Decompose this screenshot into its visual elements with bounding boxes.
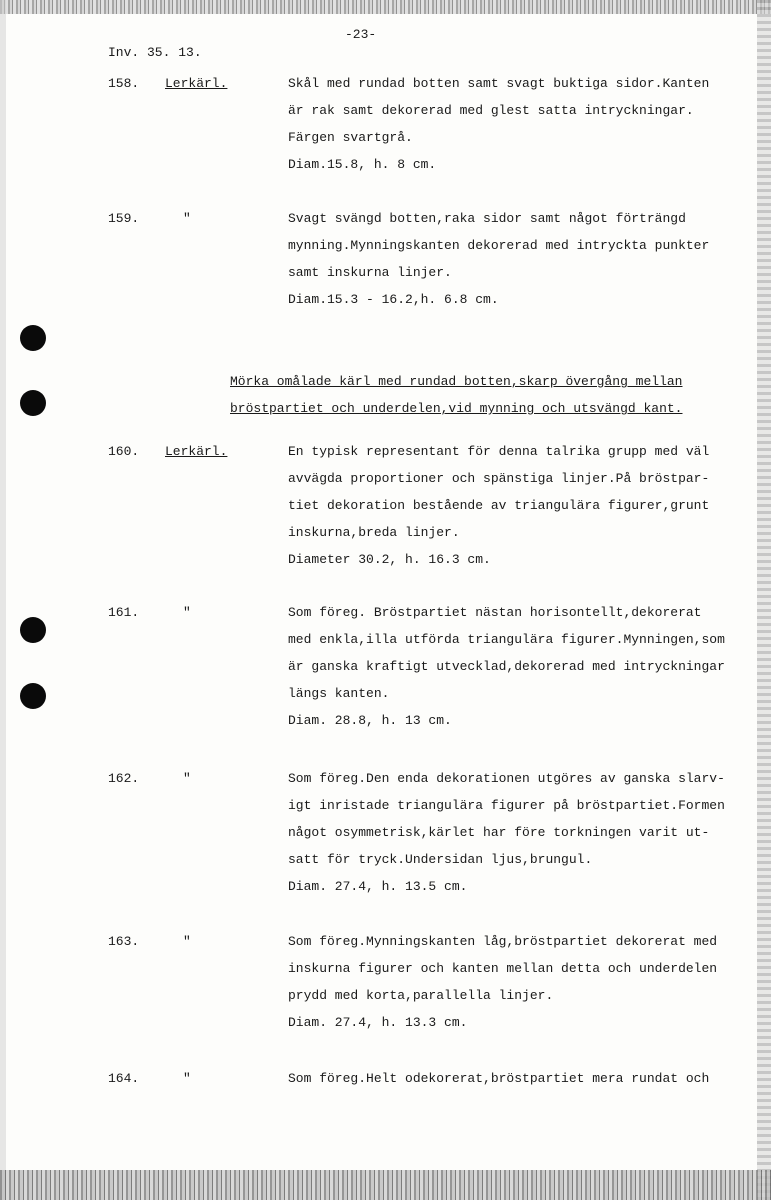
entry-type: " — [183, 1071, 191, 1086]
entry-line: samt inskurna linjer. — [288, 265, 452, 280]
entry-type: " — [183, 605, 191, 620]
inventory-number: Inv. 35. 13. — [108, 45, 202, 60]
entry-type: " — [183, 211, 191, 226]
entry-number: 161. — [108, 605, 140, 620]
entry-line: mynning.Mynningskanten dekorerad med intryckta punkter — [288, 238, 710, 253]
entry-line: tiet dekoration bestående av triangulära figurer,grunt — [288, 498, 710, 513]
entry-line: Som föreg. Bröstpartiet nästan horisontellt,dekorerat — [288, 605, 702, 620]
entry-line: Svagt svängd botten,raka sidor samt något förträngd — [288, 211, 686, 226]
entry-line: är rak samt dekorerad med glest satta intryckningar. — [288, 103, 694, 118]
entry-number: 159. — [108, 211, 140, 226]
entry-line: En typisk representant för denna talrika grupp med väl — [288, 444, 710, 459]
scan-artifact-right — [757, 0, 771, 1200]
entry-line: Som föreg.Helt odekorerat,bröstpartiet mera rundat och — [288, 1071, 710, 1086]
entry-type: Lerkärl. — [165, 76, 228, 91]
entry-measurement: Diam.15.8, h. 8 cm. — [288, 157, 437, 172]
entry-line: Som föreg.Mynningskanten låg,bröstpartiet dekorerat med — [288, 934, 718, 949]
entry-type: " — [183, 771, 191, 786]
entry-line: avvägda proportioner och spänstiga linjer.På bröstpar- — [288, 471, 710, 486]
punch-hole — [20, 617, 46, 643]
entry-line: Skål med rundad botten samt svagt buktiga sidor.Kanten — [288, 76, 710, 91]
entry-number: 163. — [108, 934, 140, 949]
entry-type: Lerkärl. — [165, 444, 228, 459]
entry-measurement: Diam. 27.4, h. 13.3 cm. — [288, 1015, 468, 1030]
entry-line: Färgen svartgrå. — [288, 130, 413, 145]
entry-line: Som föreg.Den enda dekorationen utgöres av ganska slarv- — [288, 771, 725, 786]
entry-line: inskurna figurer och kanten mellan detta och underdelen — [288, 961, 718, 976]
scan-artifact-bottom — [0, 1170, 771, 1200]
entry-type: " — [183, 934, 191, 949]
entry-number: 160. — [108, 444, 140, 459]
section-heading: Mörka omålade kärl med rundad botten,skarp övergång mellan — [230, 374, 683, 389]
entry-measurement: Diameter 30.2, h. 16.3 cm. — [288, 552, 491, 567]
entry-line: är ganska kraftigt utvecklad,dekorerad med intryckningar — [288, 659, 725, 674]
entry-measurement: Diam. 28.8, h. 13 cm. — [288, 713, 452, 728]
scan-artifact-left — [0, 0, 6, 1200]
entry-line: prydd med korta,parallella linjer. — [288, 988, 554, 1003]
entry-number: 158. — [108, 76, 140, 91]
punch-hole — [20, 325, 46, 351]
entry-line: satt för tryck.Undersidan ljus,brungul. — [288, 852, 593, 867]
punch-hole — [20, 390, 46, 416]
entry-number: 164. — [108, 1071, 140, 1086]
entry-line: igt inristade triangulära figurer på bröstpartiet.Formen — [288, 798, 725, 813]
entry-line: med enkla,illa utförda triangulära figurer.Mynningen,som — [288, 632, 725, 647]
section-heading: bröstpartiet och underdelen,vid mynning och utsvängd kant. — [230, 401, 683, 416]
entry-number: 162. — [108, 771, 140, 786]
entry-line: inskurna,breda linjer. — [288, 525, 460, 540]
scan-artifact-top — [0, 0, 771, 14]
entry-measurement: Diam.15.3 - 16.2,h. 6.8 cm. — [288, 292, 499, 307]
entry-line: längs kanten. — [288, 686, 390, 701]
punch-hole — [20, 683, 46, 709]
page-number: -23- — [345, 27, 377, 42]
entry-measurement: Diam. 27.4, h. 13.5 cm. — [288, 879, 468, 894]
entry-line: något osymmetrisk,kärlet har före torkningen varit ut- — [288, 825, 710, 840]
